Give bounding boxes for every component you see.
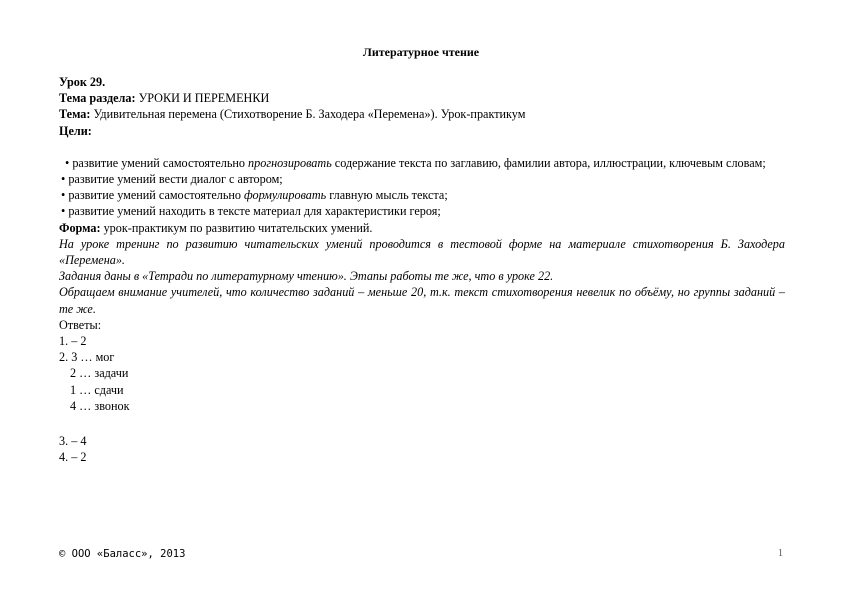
answer-subitem: 4 … звонок <box>70 398 130 413</box>
page-title: Литературное чтение <box>362 45 480 59</box>
section-line <box>59 90 785 106</box>
goal-text: содержание текста по заглавию, фамилии автора, иллюстрации, ключевым словам; <box>331 155 766 170</box>
goal-text: • развитие умений вести диалог с автором; <box>61 172 283 187</box>
goal-emphasis: формулировать <box>244 188 327 203</box>
note-paragraph: Обращаем внимание учителей, что количество заданий – меньше 20, т.к. текст стихотворения невелик по объёму, но группы заданий – те же. <box>59 285 785 316</box>
goal-item <box>59 203 785 219</box>
goal-emphasis: прогнозировать <box>248 155 332 170</box>
section-label: Тема раздела: <box>59 91 136 106</box>
goal-item <box>59 171 785 187</box>
answers-label: Ответы: <box>59 317 102 332</box>
form-line <box>59 220 785 236</box>
goal-text: главную мысль текста; <box>326 188 448 203</box>
answer-item: 4. – 2 <box>59 450 87 465</box>
answer-item: 2. 3 … мог <box>59 350 115 365</box>
note-paragraph: Задания даны в «Тетради по литературному чтению». Этапы работы те же, что в уроке 22. <box>59 269 554 284</box>
goal-item <box>59 155 785 171</box>
goal-text: • развитие умений самостоятельно <box>65 155 249 170</box>
goals-label: Цели: <box>59 123 92 138</box>
answer-item: 3. – 4 <box>59 434 87 449</box>
footer-copyright: © ООО «Баласс», 2013 <box>59 548 186 560</box>
answer-subitem: 1 … сдачи <box>70 382 124 397</box>
goal-item <box>59 187 785 203</box>
page-number: 1 <box>778 548 783 559</box>
answer-subitem: 2 … задачи <box>70 366 129 381</box>
lesson-number: Урок 29. <box>59 75 106 89</box>
note-paragraph: На уроке тренинг по развитию читательских умений проводится в тестовой форме на материале стихотворения Б. Заходера «Перемена». <box>59 236 785 268</box>
document-body <box>59 74 785 465</box>
section-value: УРОКИ И ПЕРЕМЕНКИ <box>135 91 270 106</box>
topic-value: Удивительная перемена (Стихотворение Б. Заходера «Перемена»). Урок-практикум <box>90 107 526 122</box>
topic-label: Тема: <box>59 107 91 122</box>
form-label: Форма: <box>59 220 101 235</box>
answer-item: 1. – 2 <box>59 334 87 349</box>
topic-line <box>59 106 785 122</box>
goal-text: • развитие умений самостоятельно <box>61 188 245 203</box>
goal-text: • развитие умений находить в тексте материал для характеристики героя; <box>61 204 441 219</box>
form-value: урок-практикум по развитию читательских умений. <box>100 220 373 235</box>
